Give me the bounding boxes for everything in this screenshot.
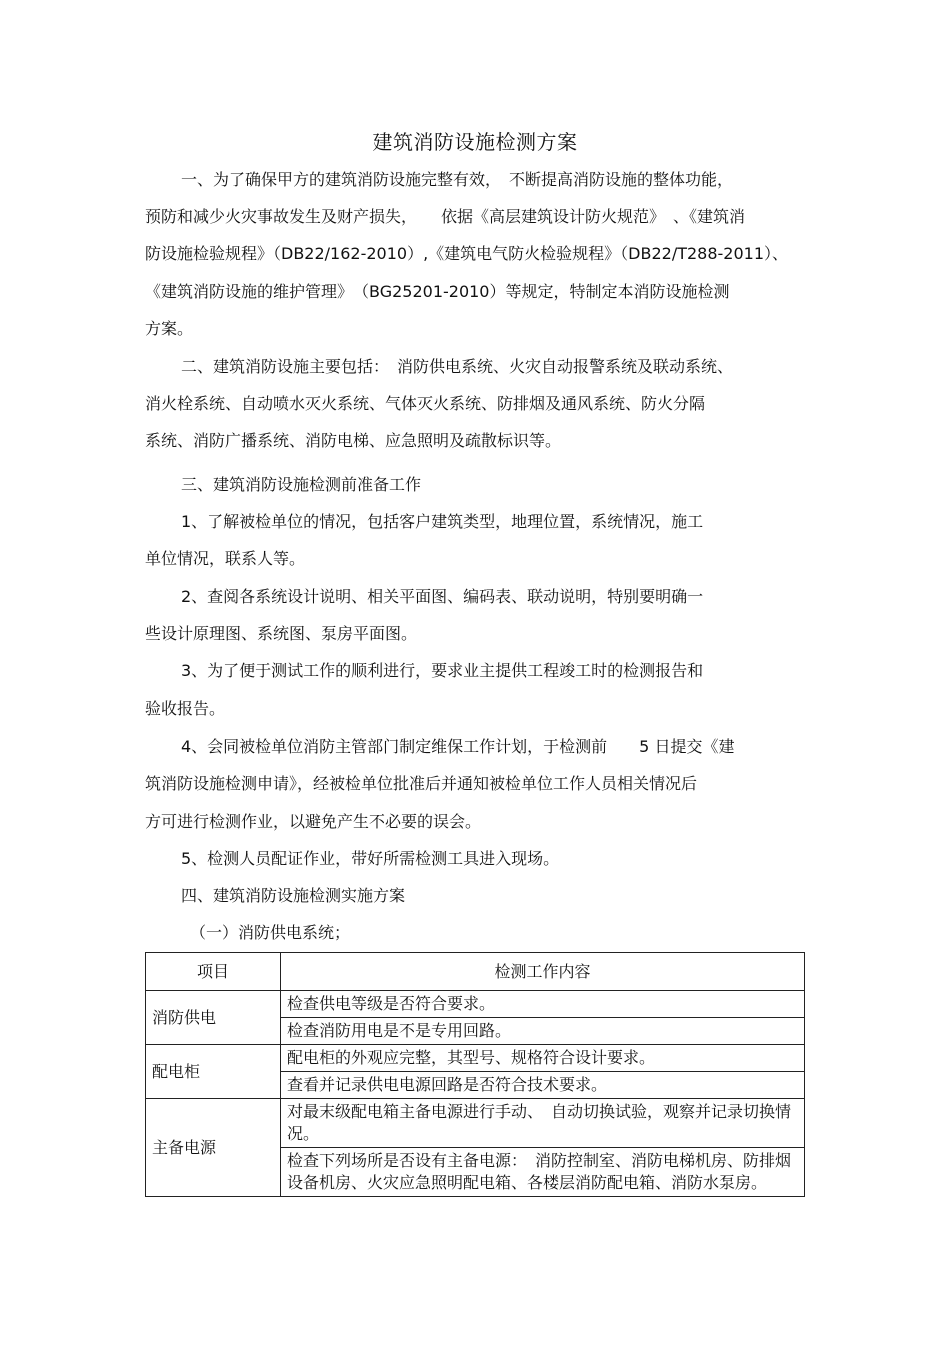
table-cell-content: 查看并记录供电电源回路是否符合技术要求。	[281, 1072, 805, 1099]
paragraph-line: 一、为了确保甲方的建筑消防设施完整有效， 不断提高消防设施的整体功能，	[181, 170, 734, 189]
paragraph-line: 2、查阅各系统设计说明、相关平面图、编码表、联动说明，特别要明确一	[181, 587, 704, 606]
table-row	[146, 1045, 805, 1072]
paragraph-line: 二、建筑消防设施主要包括： 消防供电系统、火灾自动报警系统及联动系统、	[181, 357, 734, 376]
column-header-content: 检测工作内容	[281, 953, 805, 991]
paragraph-line: 筑消防设施检测申请》，经被检单位批准后并通知被检单位工作人员相关情况后	[145, 774, 698, 793]
section-heading: 三、建筑消防设施检测前准备工作	[181, 475, 422, 494]
paragraph-line: 些设计原理图、系统图、泵房平面图。	[145, 624, 418, 643]
page-title: 建筑消防设施检测方案	[372, 130, 578, 154]
paragraph-line: 3、为了便于测试工作的顺利进行，要求业主提供工程竣工时的检测报告和	[181, 661, 704, 680]
paragraph-line: 系统、消防广播系统、消防电梯、应急照明及疏散标识等。	[145, 431, 562, 450]
table-cell-content: 对最末级配电箱主备电源进行手动、 自动切换试验，观察并记录切换情况。	[281, 1099, 805, 1148]
table-row	[146, 1099, 805, 1148]
table-cell-content: 配电柜的外观应完整，其型号、规格符合设计要求。	[281, 1045, 805, 1072]
section-heading: 四、建筑消防设施检测实施方案	[181, 886, 406, 905]
paragraph-line: 方案。	[145, 319, 194, 338]
paragraph-line: 4、会同被检单位消防主管部门制定维保工作计划，于检测前 5 日提交《建	[181, 737, 735, 756]
table-header-row	[146, 953, 805, 991]
table-cell-item: 消防供电	[146, 991, 281, 1045]
table-cell-content: 检查供电等级是否符合要求。	[281, 991, 805, 1018]
column-header-item: 项目	[146, 953, 281, 991]
paragraph-line: 验收报告。	[145, 699, 226, 718]
table-cell-content: 检查下列场所是否设有主备电源： 消防控制室、消防电梯机房、防排烟设备机房、火灾应急照明配电箱、各楼层消防配电箱、消防水泵房。	[281, 1148, 805, 1197]
paragraph-line: 防设施检验规程》（DB22/162-2010）,《建筑电气防火检验规程》（DB22/T288-2011）、	[145, 244, 789, 263]
paragraph-line: 《建筑消防设施的维护管理》 （BG25201-2010）等规定，特制定本消防设施检测	[145, 282, 730, 301]
paragraph-line: 消火栓系统、自动喷水灭火系统、气体灭火系统、防排烟及通风系统、防火分隔	[145, 394, 706, 413]
paragraph-line: 方可进行检测作业，以避免产生不必要的误会。	[145, 812, 482, 831]
table-cell-item: 主备电源	[146, 1099, 281, 1197]
paragraph-line: 预防和减少火灾事故发生及财产损失， 依据《高层建筑设计防火规范》 、《建筑消	[145, 207, 746, 226]
paragraph-line: 5、检测人员配证作业，带好所需检测工具进入现场。	[181, 849, 560, 868]
paragraph-line: 单位情况，联系人等。	[145, 549, 306, 568]
paragraph-line: 1、了解被检单位的情况，包括客户建筑类型，地理位置，系统情况，施工	[181, 512, 704, 531]
table-row	[146, 991, 805, 1018]
inspection-table	[145, 952, 805, 1197]
table-cell-item: 配电柜	[146, 1045, 281, 1099]
table-cell-content: 检查消防用电是不是专用回路。	[281, 1018, 805, 1045]
subsection-heading: （一）消防供电系统；	[190, 923, 351, 942]
